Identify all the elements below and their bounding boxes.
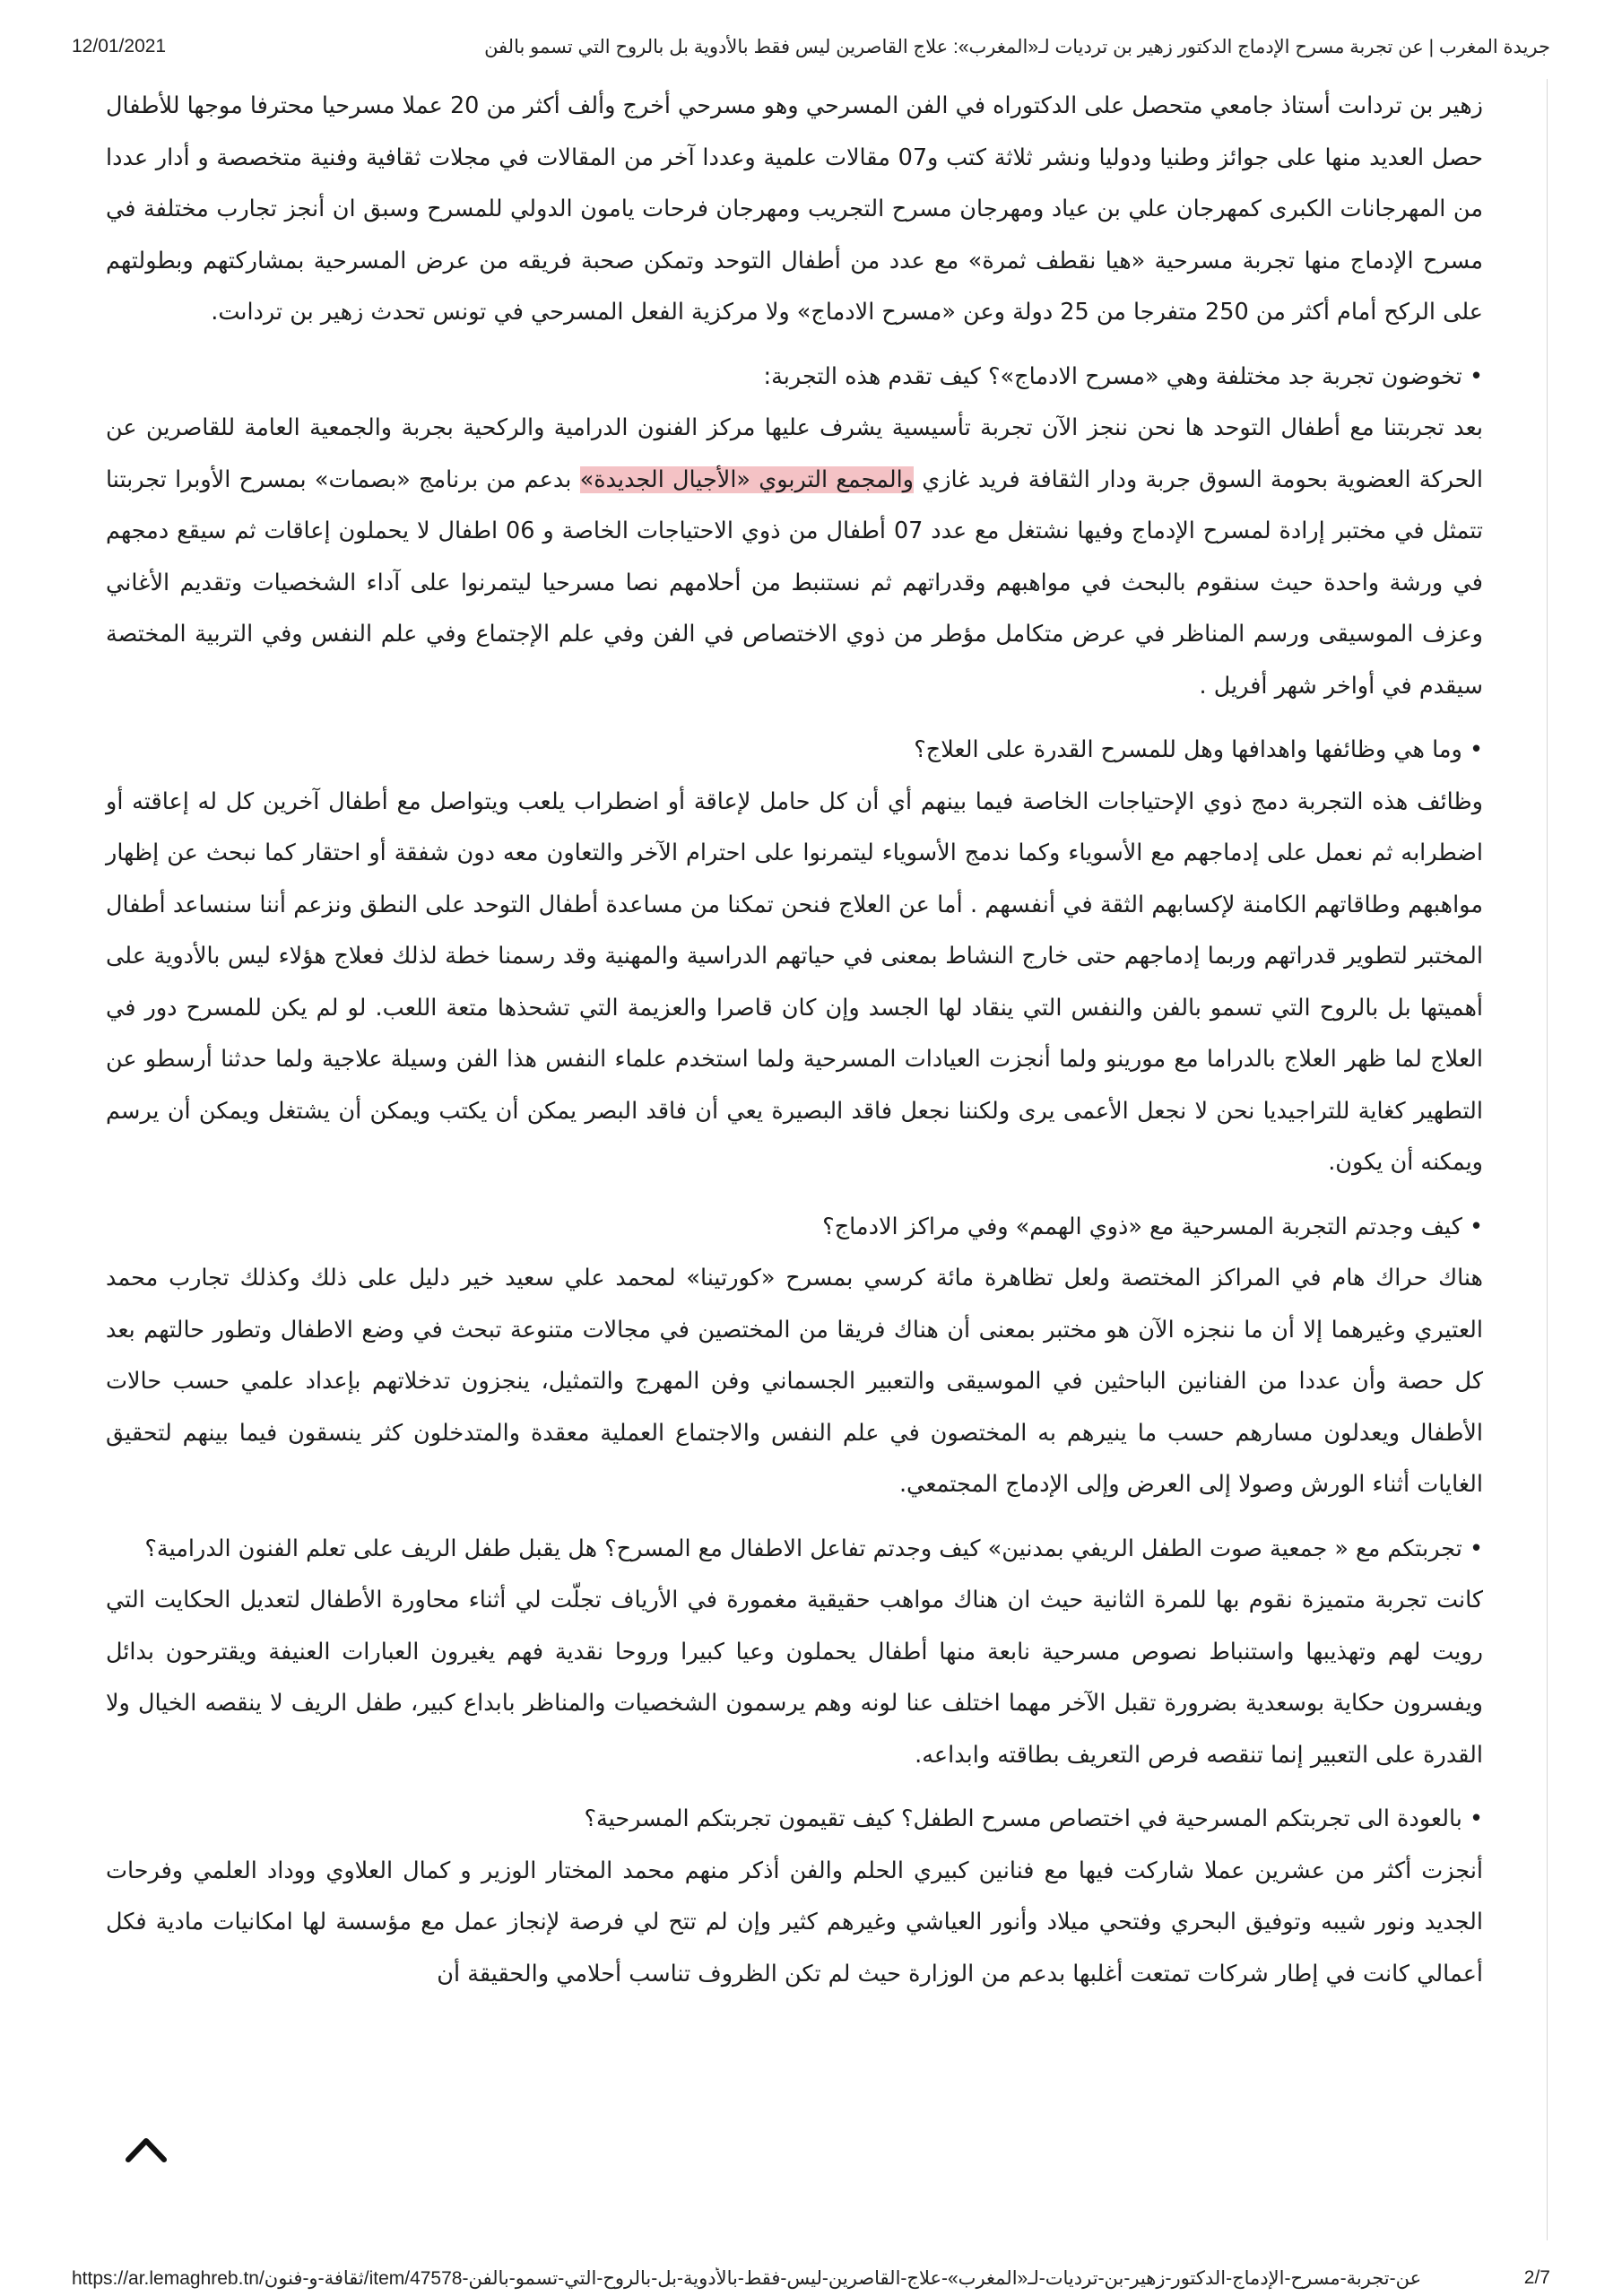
answer-5: أنجزت أكثر من عشرين عملا شاركت فيها مع فنانين كبيري الحلم والفن أذكر منهم محمد المختار الوزير و كمال العلاوي ووداد العلمي وفرحات الجديد ونور شيبه وتوفيق البحري وفتحي ميلاد وأنور العياشي وغيرهم كثير وإن لم تتح لي فرصة لإنجاز عمل مع مؤسسة لها امكانيات مادية فكل أعمالي كانت في إطار شركات تمتعت أغلبها بدعم من الوزارة حيث لم تكن الظروف تناسب أحلامي والحقيقة أن xyxy=(106,1857,1483,1987)
question-4: • تجربتكم مع « جمعية صوت الطفل الريفي بمدنين» كيف وجدتم تفاعل الاطفال مع المسرح؟ هل يقبل طفل الريف على تعلم الفنون الدرامية؟ xyxy=(144,1535,1483,1562)
answer-1-part-1: بعد تجربتنا مع أطفال التوحد ها نحن ننجز الآن تجربة تأسيسية يشرف عليها مركز الفنون الدرامية والركحية بجربة والجمعية العامة للقاصرين عن الحركة العضوية بحومة السوق جربة ودار الثقافة فريد غازي xyxy=(106,414,1483,493)
question-3: • كيف وجدتم التجربة المسرحية مع «ذوي الهمم» وفي مراكز الادماج؟ xyxy=(822,1213,1483,1240)
article-intro: زهير بن ترداىت أستاذ جامعي متحصل على الدكتوراه في الفن المسرحي وهو مسرحي أخرج وألف أكثر من 20 عملا مسرحيا محترفا موجها للأطفال حصل العديد منها على جوائز وطنيا ودوليا ونشر ثلاثة كتب و07 مقالات علمية وعددا آخر من المقالات في مجلات ثقافية وفنية متخصصة و أدار عددا من المهرجانات الكبرى كمهرجان علي بن عياد ومهرجان مسرح التجريب ومهرجان فرحات يامون الدولي للمسرح وسبق ان أنجز تجارب مختلفة في مسرح الإدماج منها تجربة مسرحية «هيا نقطف ثمرة» مع عدد من أطفال التوحد وتمكن صحبة فريقه من عرض المسرحية بمشاركتهم وبطولتهم على الركح أمام أكثر من 250 متفرجا من 25 دولة وعن «مسرح الادماج» ولا مركزية الفعل المسرحي في تونس تحدث زهير بن ترداىت. xyxy=(106,92,1484,326)
print-header xyxy=(72,36,1550,72)
answer-1 xyxy=(106,403,1483,712)
article-body xyxy=(106,81,1483,2000)
page-number: 2/7 xyxy=(1523,2267,1550,2288)
page-divider xyxy=(1547,79,1548,2240)
page-url: https://ar.lemaghreb.tn/ثقافة-و-فنون/item/47578-عن-تجربة-مسرح-الإدماج-الدكتور-زهير-بن-ترديات-لـ«المغرب»-علاج-القاصرين-ليس-فقط-بالأدوية-بل-بالروح-التي-تسمو-بالفن xyxy=(72,2268,1422,2289)
chevron-up-icon xyxy=(124,2133,169,2165)
document-title: جريدة المغرب | عن تجربة مسرح الإدماج الدكتور زهير بن ترديات لـ«المغرب»: علاج القاصرين ليس فقط بالأدوية بل بالروح التي تسمو بالفن xyxy=(484,37,1550,57)
highlighted-text: والمجمع التربوي «الأجيال الجديدة» xyxy=(579,465,914,493)
answer-1-part-2: بدعم من برنامج «بصمات» بمسرح الأوبرا تجربتنا تتمثل في مختبر إرادة لمسرح الإدماج وفيها نشتغل مع عدد 07 أطفال من ذوي الاحتياجات الخاصة و 06 اطفال لا يحملون إعاقات ثم سيقع دمجهم في ورشة واحدة حيث سنقوم بالبحث في مواهبهم وقدراتهم ثم نستنبط من أحلامهم نصا مسرحيا ليتمرنوا على آداء الشخصيات وتقديم الأغاني وعزف الموسيقى ورسم المناظر في عرض متكامل مؤطر من ذوي الاختصاص في الفن وفي علم الإجتماع وفي علم النفس وفي التربية المختصة سيقدم في أواخر شهر أفريل . xyxy=(106,465,1484,700)
scroll-to-top-button[interactable] xyxy=(124,2133,169,2165)
question-2: • وما هي وظائفها واهدافها وهل للمسرح القدرة على العلاج؟ xyxy=(914,736,1483,763)
question-5: • بالعودة الى تجربتكم المسرحية في اختصاص مسرح الطفل؟ كيف تقيمون تجربتكم المسرحية؟ xyxy=(584,1805,1483,1832)
answer-3: هناك حراك هام في المراكز المختصة ولعل تظاهرة مائة كرسي بمسرح «كورتينا» لمحمد علي سعيد خير دليل على ذلك وكذلك تجارب محمد العتيري وغيرهما إلا أن ما ننجزه الآن هو مختبر بمعنى أن هناك فريقا من المختصين في مجالات متنوعة تبحث في وضع الاطفال وتطور حالتهم بعد كل حصة وأن عددا من الفنانين الباحثين في الموسيقى والتعبير الجسماني وفن المهرج والتمثيل، ينجزون تدخلاتهم بإعداد علمي حسب حالات الأطفال ويعدلون مسارهم حسب ما ينيرهم به المختصون في علم النفس والاجتماع العملية معقدة والمتدخلون كثر ينسقون فيما بينهم لتحقيق الغايات أثناء الورش وصولا إلى العرض وإلى الإدماج المجتمعي. xyxy=(106,1265,1483,1498)
print-date: 12/01/2021 xyxy=(72,36,167,57)
answer-2: وظائف هذه التجربة دمج ذوي الإحتياجات الخاصة فيما بينهم أي أن كل حامل لإعاقة أو اضطراب يلعب ويتواصل مع أطفال آخرين كل له إعاقته أو اضطرابه ثم نعمل على إدماجهم مع الأسوياء وكما ندمج الأسوياء ليتمرنوا على احترام الآخر والتعاون معه دون شفقة أو احتقار كما نبحث عن إظهار مواهبهم وطاقاتهم الكامنة لإكسابهم الثقة في أنفسهم . أما عن العلاج فنحن تمكنا من مساعدة أطفال التوحد على النطق ونزعم أننا سنساعد أطفال المختبر لتطوير قدراتهم وربما إدماجهم حتى خارج النشاط بمعنى في حياتهم الدراسية والمهنية وقد رسمنا خطة لذلك فعلاج هؤلاء ليس بالأدوية على أهميتها بل بالروح التي تسمو بالفن والنفس التي ينقاد لها الجسد وإن كان قاصرا والعزيمة التي تشحذها متعة اللعب. لو لم يكن للمسرح دور في العلاج لما ظهر العلاج بالدراما مع مورينو ولما أنجزت العيادات المسرحية ولما استخدم علماء النفس هذا الفن وسيلة علاجية ولما حدثنا أرسطو عن التطهير كغاية للتراجيديا نحن لا نجعل الأعمى يرى ولكننا نجعل فاقد البصيرة يعي أن فاقد البصر يمكن أن يكتب ويمكن أن يشتغل ويمكن أن يرسم ويمكنه أن يكون. xyxy=(106,787,1483,1176)
question-1: • تخوضون تجربة جد مختلفة وهي «مسرح الادماج»؟ كيف تقدم هذه التجربة: xyxy=(763,362,1483,390)
print-footer xyxy=(72,2267,1550,2294)
answer-4: كانت تجربة متميزة نقوم بها للمرة الثانية حيث ان هناك مواهب حقيقية مغمورة في الأرياف تجلّت لي أثناء محاورة الأطفال لتعديل الحكايت التي رويت لهم وتهذيبها واستنباط نصوص مسرحية نابعة منها أطفال يحملون وعيا كبيرا وروحا نقدية فهم يغيرون العبارات العنيفة ويقترحون بدائل ويفسرون حكاية بوسعدية بضرورة تقبل الآخر مهما اختلف عنا لونه وهم يرسمون الشخصيات والمناظر بابداع كبير، طفل الريف لا ينقصه الخيال ولا القدرة على التعبير إنما تنقصه فرص التعريف بطاقته وابداعه. xyxy=(106,1587,1483,1769)
